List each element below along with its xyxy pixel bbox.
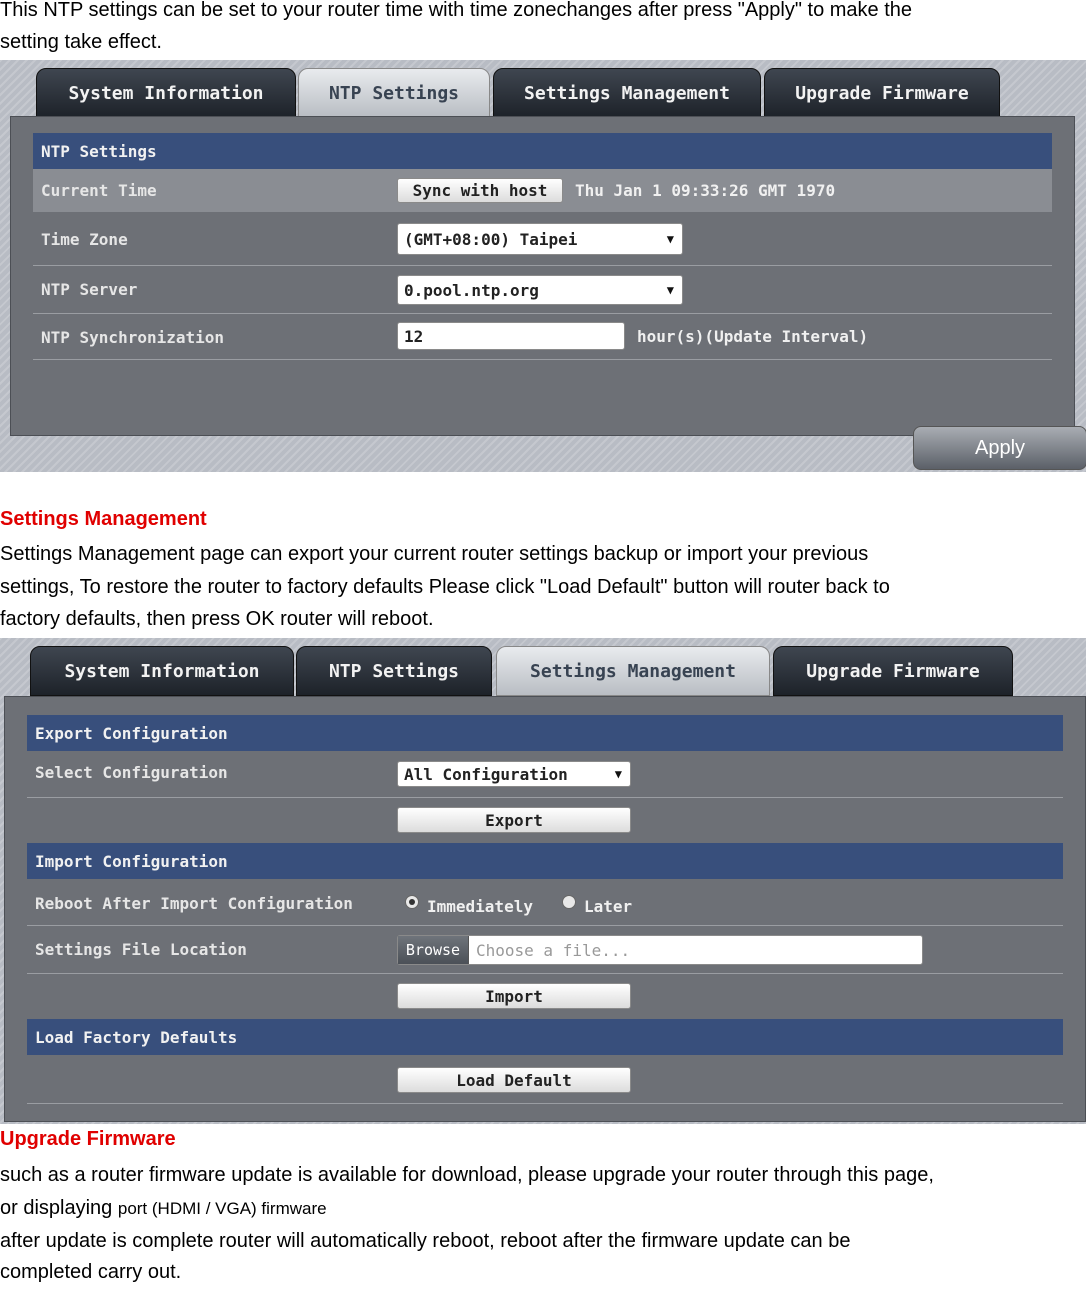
current-time-value: Thu Jan 1 09:33:26 GMT 1970 (575, 181, 836, 200)
load-default-button[interactable]: Load Default (397, 1067, 631, 1093)
tab-bar (0, 638, 1086, 694)
reboot-label: Reboot After Import Configuration (35, 893, 353, 913)
time-zone-value: (GMT+08:00) Taipei (404, 229, 578, 249)
radio-immediately-label: Immediately (427, 897, 533, 916)
reboot-row (27, 881, 1063, 925)
ntp-header-label: NTP Settings (41, 141, 157, 161)
import-header-label: Import Configuration (35, 851, 228, 871)
intro-line-2: setting take effect. (0, 31, 162, 53)
tab-settings-management[interactable]: Settings Management (496, 646, 770, 696)
ntp-sync-unit: hour(s)(Update Interval) (637, 327, 869, 346)
configuration-value: All Configuration (404, 764, 568, 784)
management-panel (4, 696, 1086, 1122)
dropdown-arrow-icon: ▼ (666, 232, 674, 246)
ntp-server-select[interactable] (397, 275, 683, 305)
ntp-header (33, 133, 1052, 169)
dropdown-arrow-icon: ▼ (666, 283, 674, 297)
factory-header-label: Load Factory Defaults (35, 1027, 238, 1047)
settings-para-1: Settings Management page can export your current router settings backup or import your previous (0, 543, 869, 565)
file-location-label: Settings File Location (35, 939, 247, 959)
import-header (27, 843, 1063, 879)
sync-with-host-button[interactable]: Sync with host (397, 178, 563, 203)
tab-ntp-settings[interactable]: NTP Settings (296, 646, 492, 696)
divider (33, 313, 1052, 314)
tab-upgrade-firmware[interactable]: Upgrade Firmware (773, 646, 1013, 696)
factory-header (27, 1019, 1063, 1055)
tab-system-information[interactable]: System Information (36, 68, 296, 118)
upgrade-para-1: such as a router firmware update is available for download, please upgrade your router through this page, (0, 1164, 934, 1186)
radio-later-label: Later (584, 897, 633, 916)
tab-upgrade-firmware[interactable]: Upgrade Firmware (764, 68, 1000, 118)
ntp-server-value: 0.pool.ntp.org (404, 280, 539, 300)
export-button[interactable]: Export (397, 807, 631, 833)
ntp-server-label: NTP Server (41, 279, 138, 299)
tab-system-information[interactable]: System Information (30, 646, 294, 696)
configuration-select[interactable] (397, 761, 631, 787)
ntp-panel (10, 116, 1075, 436)
tab-ntp-settings[interactable]: NTP Settings (298, 68, 490, 118)
divider (27, 973, 1063, 974)
ntp-sync-interval-input[interactable]: 12 (397, 322, 625, 350)
settings-para-3: factory defaults, then press OK router will reboot. (0, 608, 434, 630)
settings-para-2: settings, To restore the router to factory defaults Please click "Load Default" button will router back to (0, 576, 890, 598)
divider (33, 359, 1052, 360)
upgrade-para-4: completed carry out. (0, 1261, 182, 1283)
browse-button[interactable]: Browse (398, 936, 469, 964)
upgrade-para-2b: port (HDMI / VGA) firmware (117, 1199, 327, 1218)
apply-button[interactable]: Apply (913, 426, 1086, 470)
upgrade-para-2a: or displaying (0, 1197, 113, 1219)
export-header (27, 715, 1063, 751)
upgrade-para-3: after update is complete router will automatically reboot, reboot after the firmware update can be (0, 1230, 851, 1252)
radio-immediately[interactable] (405, 895, 419, 909)
radio-later[interactable] (562, 895, 576, 909)
ntp-settings-screenshot (0, 60, 1086, 472)
ntp-sync-label: NTP Synchronization (41, 327, 225, 347)
divider (27, 1103, 1063, 1104)
time-zone-label: Time Zone (41, 229, 128, 249)
upgrade-para-2 (0, 1192, 327, 1225)
dropdown-arrow-icon: ▼ (614, 767, 622, 781)
settings-management-heading: Settings Management (0, 508, 207, 530)
select-configuration-label: Select Configuration (35, 762, 228, 782)
tab-bar (0, 60, 1086, 116)
current-time-label: Current Time (41, 181, 157, 200)
time-zone-select[interactable] (397, 223, 683, 255)
import-button[interactable]: Import (397, 983, 631, 1009)
export-header-label: Export Configuration (35, 723, 228, 743)
file-placeholder: Choose a file... (476, 940, 631, 960)
tab-settings-management[interactable]: Settings Management (493, 68, 761, 118)
upgrade-firmware-heading: Upgrade Firmware (0, 1128, 176, 1150)
settings-management-screenshot (0, 638, 1086, 1124)
file-chooser[interactable] (397, 935, 923, 965)
divider (33, 265, 1052, 266)
divider (27, 797, 1063, 798)
divider (27, 925, 1063, 926)
intro-line-1: This NTP settings can be set to your router time with time zonechanges after press "Apply" to make the (0, 0, 913, 21)
